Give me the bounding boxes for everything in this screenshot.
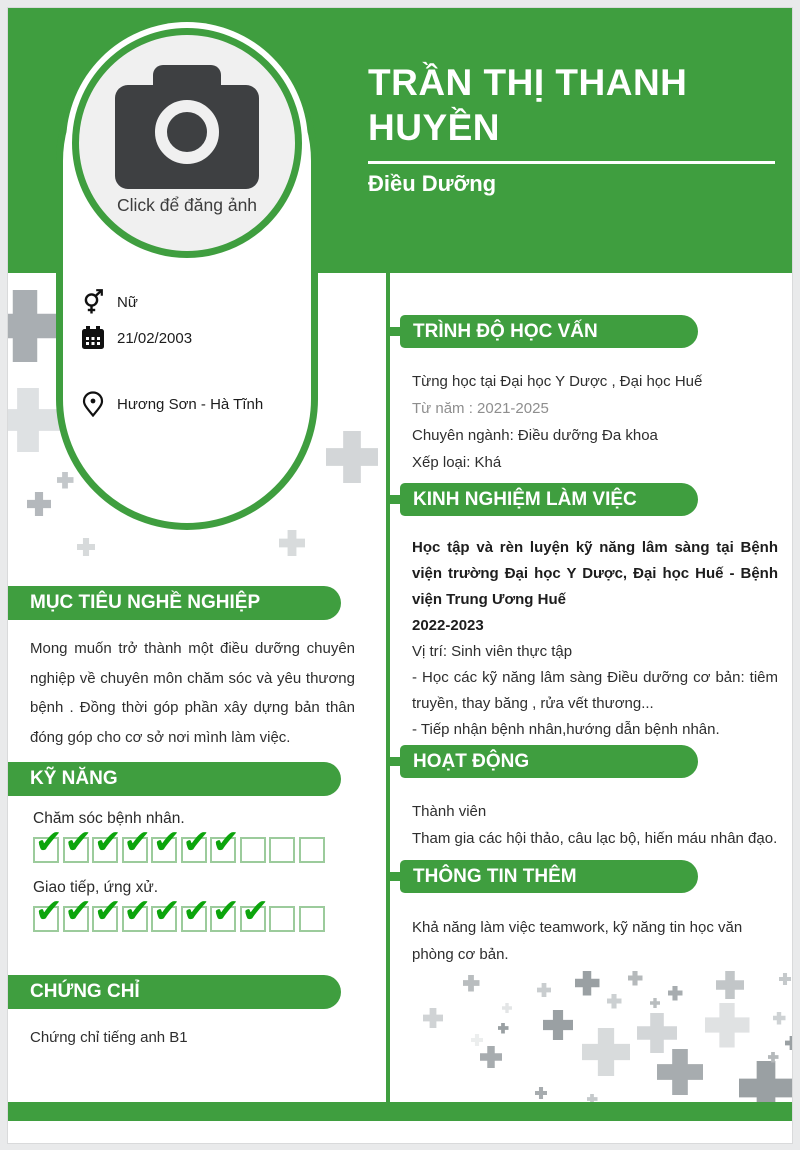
photo-upload-label: Click để đăng ảnh [116,195,258,215]
skill-checkbox[interactable] [63,823,93,863]
skill-checkbox[interactable] [210,892,240,932]
skill-checkbox[interactable] [269,837,295,863]
plus-shape [535,1087,547,1099]
plus-shape [785,1036,792,1050]
experience-position: Vị trí: Sinh viên thực tập [412,643,573,660]
education-years: Từ năm : 2021-2025 [412,400,549,417]
plus-shape [607,994,622,1009]
plus-shape [668,986,683,1001]
plus-shape [27,492,51,516]
plus-shape [773,1012,786,1025]
plus-shape [716,971,744,999]
check-icon: ✔ [153,823,181,860]
check-icon: ✔ [182,892,211,929]
plus-shape [326,431,378,483]
location-icon [82,391,104,417]
skill-checkbox[interactable] [33,823,63,863]
plus-shape [582,1028,630,1076]
check-icon: ✔ [182,823,211,860]
plus-shape [637,1013,677,1053]
check-icon: ✔ [212,892,240,929]
skill-checkbox[interactable] [181,823,211,863]
skill-label: Giao tiếp, ứng xử. [33,879,159,896]
skill-checkbox-row [33,892,363,932]
name-block [368,60,792,150]
additional-text: Khả năng làm việc teamwork, kỹ năng tin học văn phòng cơ bản. [412,919,743,963]
skill-checkbox[interactable] [33,892,63,932]
experience-employer: Học tập và rèn luyện kỹ năng lâm sàng tại Bệnh viện trường Đại học Y Dược, Đại học Huế - Bệnh viện Trung Ương Huế [412,539,778,608]
plus-shape [57,472,74,489]
education-grade: Xếp loại: Khá [412,454,502,471]
candidate-name: TRẦN THỊ THANH HUYỀN [368,62,688,148]
skill-checkbox[interactable] [240,837,266,863]
plus-shape [537,983,551,997]
camera-icon [115,65,259,189]
skill-checkbox[interactable] [299,906,325,932]
plus-shape [480,1046,502,1068]
experience-years: 2022-2023 [412,617,484,634]
skill-label: Chăm sóc bệnh nhân. [33,810,185,827]
check-icon: ✔ [123,823,152,860]
plus-shape [77,538,95,556]
skill-checkbox[interactable] [92,892,122,932]
activities-role: Thành viên [412,803,487,820]
section-skills-heading: KỸ NĂNG [8,762,341,796]
photo-upload-button[interactable] [72,28,302,258]
skill-checkbox[interactable] [122,892,152,932]
skill-checkbox[interactable] [151,823,181,863]
name-underline [368,161,775,164]
skill-checkbox[interactable] [63,892,93,932]
activities-text: Tham gia các hội thảo, câu lạc bộ, hiến máu nhân đạo. [412,830,778,847]
skill-checkbox[interactable] [240,892,270,932]
plus-shape [423,1008,443,1028]
education-school: Từng học tại Đại học Y Dược , Đại học Huế [412,373,703,390]
gender-icon [82,289,104,315]
birthday-value: 21/02/2003 [117,329,193,347]
section-objective-heading: MỤC TIÊU NGHỀ NGHIỆP [8,586,341,620]
section-activities-heading: HOẠT ĐỘNG [400,745,698,778]
plus-shape [650,998,660,1008]
skills-list [33,810,363,948]
experience-content [412,535,778,743]
cv-page [8,8,792,1143]
check-icon: ✔ [94,892,122,929]
gender-value: Nữ [117,293,138,311]
section-experience-heading: KINH NGHIỆM LÀM VIỆC [400,483,698,516]
certificate-text: Chứng chỉ tiếng anh B1 [30,1029,188,1046]
check-icon: ✔ [35,823,63,860]
section-education-heading: TRÌNH ĐỘ HỌC VẤN [400,315,698,348]
skill-checkbox[interactable] [151,892,181,932]
skill-checkbox-row [33,823,363,863]
skill-checkbox[interactable] [181,892,211,932]
plus-shape [463,975,480,992]
plus-shape [779,973,791,985]
address-row [82,391,282,417]
check-icon: ✔ [64,823,93,860]
skill-checkbox[interactable] [210,823,240,863]
plus-shape [705,1003,750,1048]
job-title: Điều Dưỡng [368,171,497,196]
check-icon: ✔ [35,892,63,929]
calendar-icon [82,326,104,350]
plus-shape [575,971,600,996]
plus-shape [498,1023,509,1034]
birthday-row [82,326,282,350]
right-column-spine [386,273,390,1102]
check-icon: ✔ [123,892,152,929]
additional-content [412,914,778,968]
skill-checkbox[interactable] [92,823,122,863]
check-icon: ✔ [212,823,240,860]
plus-shape [8,388,60,452]
plus-shape [279,530,305,556]
section-certificates-heading: CHỨNG CHỈ [8,975,341,1009]
plus-shape [471,1034,483,1046]
plus-shape [543,1010,573,1040]
footer-band [8,1102,792,1121]
plus-shape [502,1003,512,1013]
experience-bullet2: - Tiếp nhận bệnh nhân,hướng dẫn bệnh nhân. [412,721,720,738]
objective-text: Mong muốn trở thành một điều dưỡng chuyên nghiệp về chuyên môn chăm sóc và yêu thương bệnh . Đồng thời góp phần xây dựng bản thân đóng góp cho cơ sở nơi mình làm việc. [30,640,355,746]
address-value: Hương Sơn - Hà Tĩnh [117,395,264,413]
plus-shape [628,971,643,986]
education-major: Chuyên ngành: Điều dưỡng Đa khoa [412,427,658,444]
skill-checkbox[interactable] [299,837,325,863]
skill-checkbox[interactable] [269,906,295,932]
plus-shape [8,290,61,362]
check-icon: ✔ [241,892,270,929]
personal-info [82,289,282,428]
check-icon: ✔ [153,892,181,929]
plus-shape [657,1049,703,1095]
section-additional-heading: THÔNG TIN THÊM [400,860,698,893]
activities-content [412,798,778,852]
check-icon: ✔ [64,892,93,929]
gender-row [82,289,282,315]
skill-checkbox[interactable] [122,823,152,863]
experience-bullet1: - Học các kỹ năng lâm sàng Điều dưỡng cơ bản: tiêm truyền, thay băng , rửa vết thương... [412,669,778,712]
check-icon: ✔ [94,823,122,860]
education-content [412,368,778,476]
